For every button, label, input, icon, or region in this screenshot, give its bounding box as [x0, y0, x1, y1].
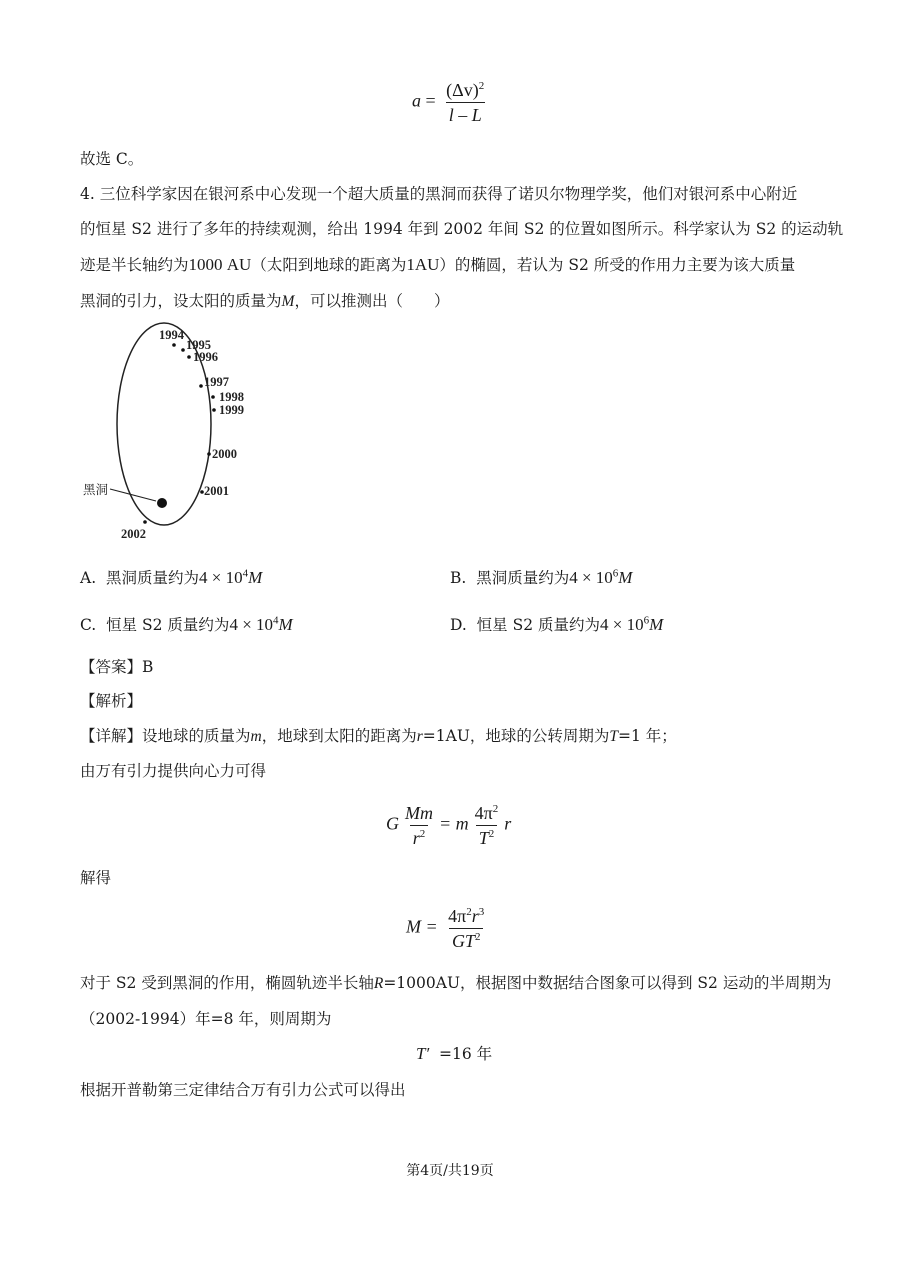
label-1994: 1994 [159, 328, 184, 342]
label-2002: 2002 [121, 527, 146, 541]
answer: 【答案】B [80, 658, 154, 676]
label-2001: 2001 [204, 484, 229, 498]
gravity-text: 由万有引力提供向心力可得 [80, 762, 267, 780]
s2-paragraph-line-2: （2002-1994）年=8 年，则周期为 [80, 1010, 332, 1028]
equation-gravity: G $\frac{Mm}{r^2}$ = m $\frac{4\pi^2}{T^2}$ r [386, 803, 512, 848]
question-line-3: 迹是半长轴约为1000 AU（太阳到地球的距离为1AU）的椭圆，若认为 S2 所受的作用力主要为该大质量 [80, 255, 796, 274]
option-a: A. 黑洞质量约为$4 \times 10^4M$ [80, 567, 263, 587]
analysis-title: 【解析】 [80, 692, 143, 710]
point-2002 [143, 520, 147, 524]
black-hole-dot [157, 498, 167, 508]
point-1997 [199, 384, 203, 388]
solve-text: 解得 [80, 869, 112, 887]
formula-acceleration: a = $\frac{(\Delta v)^2}{l - L}$ [412, 80, 485, 125]
point-1998 [211, 395, 215, 399]
point-2000 [207, 452, 211, 456]
option-d: D. 恒星 S2 质量约为$4 \times 10^6M$ [450, 614, 664, 634]
point-1994 [172, 343, 176, 347]
orbit-figure [78, 322, 278, 547]
option-c: C. 恒星 S2 质量约为$4 \times 10^4M$ [80, 614, 293, 634]
label-1996: 1996 [193, 350, 218, 364]
kepler-text: 根据开普勒第三定律结合万有引力公式可以得出 [80, 1081, 406, 1099]
detail-line: 【详解】设地球的质量为m，地球到太阳的距离为r=1AU，地球的公转周期为T=1 年； [80, 727, 677, 745]
label-1999: 1999 [219, 403, 244, 417]
question-line-2: 的恒星 S2 进行了多年的持续观测，给出 1994 年到 2002 年间 S2 的位置如图所示。科学家认为 S2 的运动轨 [80, 220, 844, 238]
option-b: B. 黑洞质量约为$4 \times 10^6M$ [450, 567, 633, 587]
black-hole-label: 黑洞 [83, 482, 109, 497]
label-1997: 1997 [204, 375, 229, 389]
label-2000: 2000 [212, 447, 237, 461]
page-footer: 第4页/共19页 [406, 1163, 494, 1179]
label-1995: 1995 [186, 338, 211, 352]
s2-paragraph-line-1: 对于 S2 受到黑洞的作用，椭圆轨迹半长轴R=1000AU，根据图中数据结合图象可以得到 S2 运动的半周期为 [80, 974, 832, 992]
question-line-1: 4. 三位科学家因在银河系中心发现一个超大质量的黑洞而获得了诺贝尔物理学奖，他们对银河系中心附近 [80, 185, 798, 203]
point-1995 [181, 348, 185, 352]
point-1999 [212, 408, 216, 412]
point-1996 [187, 355, 191, 359]
equation-period: T′ =16 年 [416, 1044, 493, 1063]
label-1998: 1998 [219, 390, 244, 404]
question-line-4: 黑洞的引力，设太阳的质量为M，可以推测出（ ） [80, 292, 450, 310]
equation-mass: M = $\frac{4\pi^2r^3}{GT^2}$ [406, 906, 485, 951]
previous-conclusion: 故选 C。 [80, 150, 144, 168]
